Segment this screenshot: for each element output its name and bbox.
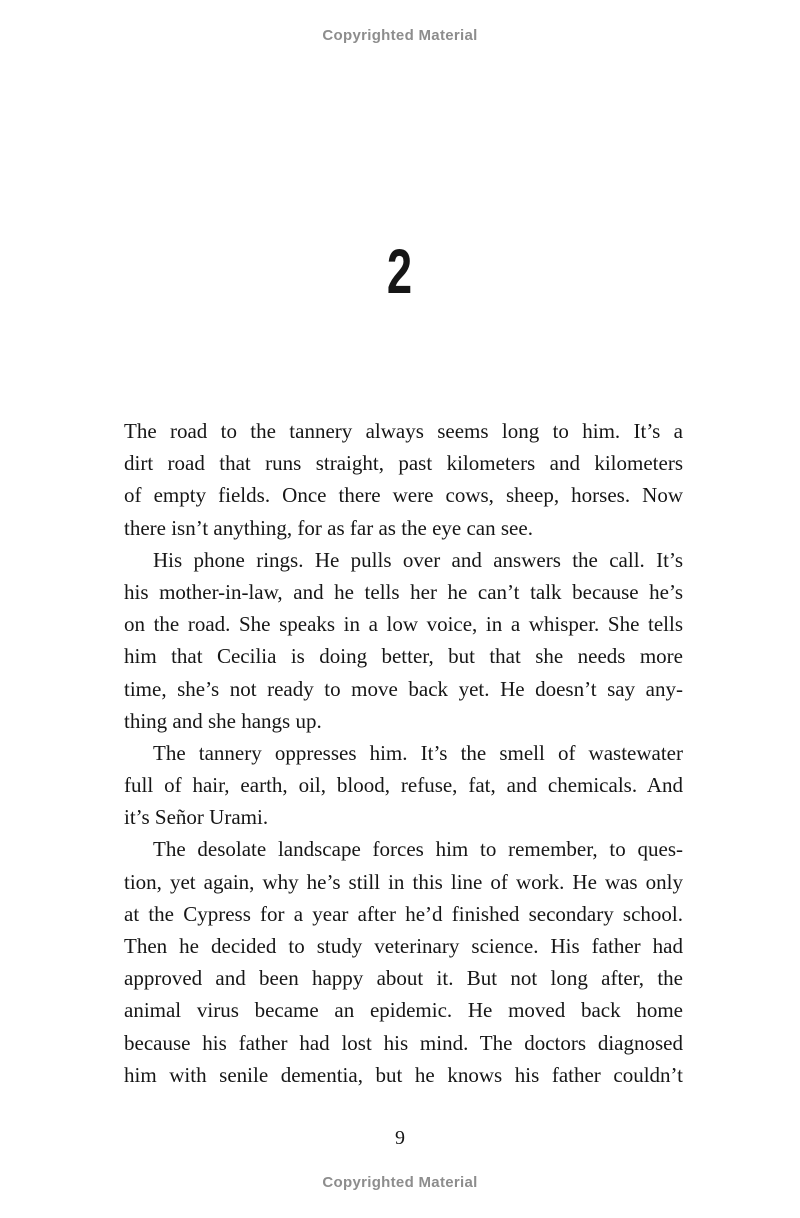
body-text xyxy=(124,415,683,1091)
body-line: thing and she hangs up. xyxy=(124,708,322,733)
chapter-number: 2 xyxy=(387,237,413,307)
body-line: of empty fields. Once there were cows, sheep, horses. Now xyxy=(124,483,683,508)
body-line: dirt road that runs straight, past kilometers and kilometers xyxy=(124,451,683,476)
body-line: because his father had lost his mind. The doctors diagnosed xyxy=(124,1030,683,1055)
body-line: on the road. She speaks in a low voice, in a whisper. She tells xyxy=(124,612,683,637)
body-line: tion, yet again, why he’s still in this line of work. He was only xyxy=(124,869,683,894)
body-line: animal virus became an epidemic. He moved back home xyxy=(124,998,683,1023)
body-line: him that Cecilia is doing better, but that she needs more xyxy=(124,644,683,669)
body-line: The tannery oppresses him. It’s the smell of wastewater xyxy=(153,740,683,765)
body-line: Then he decided to study veterinary science. His father had xyxy=(124,934,683,958)
body-line: him with senile dementia, but he knows his father couldn’t xyxy=(124,1062,683,1087)
copyright-notice-bottom: Copyrighted Material xyxy=(322,1174,478,1191)
body-line: approved and been happy about it. But not long after, the xyxy=(124,966,683,991)
body-line: His phone rings. He pulls over and answers the call. It’s xyxy=(153,547,683,572)
body-line: there isn’t anything, for as far as the eye can see. xyxy=(124,515,533,540)
body-line: The road to the tannery always seems long to him. It’s a xyxy=(124,419,683,443)
body-line: at the Cypress for a year after he’d finished secondary school. xyxy=(124,901,683,926)
body-line: time, she’s not ready to move back yet. He doesn’t say any- xyxy=(124,676,683,701)
body-line: The desolate landscape forces him to remember, to ques- xyxy=(153,837,683,862)
chapter-heading xyxy=(0,237,800,307)
body-line: his mother-in-law, and he tells her he can’t talk because he’s xyxy=(124,579,683,604)
page-number: 9 xyxy=(395,1127,405,1149)
body-line: it’s Señor Urami. xyxy=(124,805,269,830)
copyright-notice-top: Copyrighted Material xyxy=(322,27,478,44)
body-line: full of hair, earth, oil, blood, refuse, fat, and chemicals. And xyxy=(124,773,683,798)
